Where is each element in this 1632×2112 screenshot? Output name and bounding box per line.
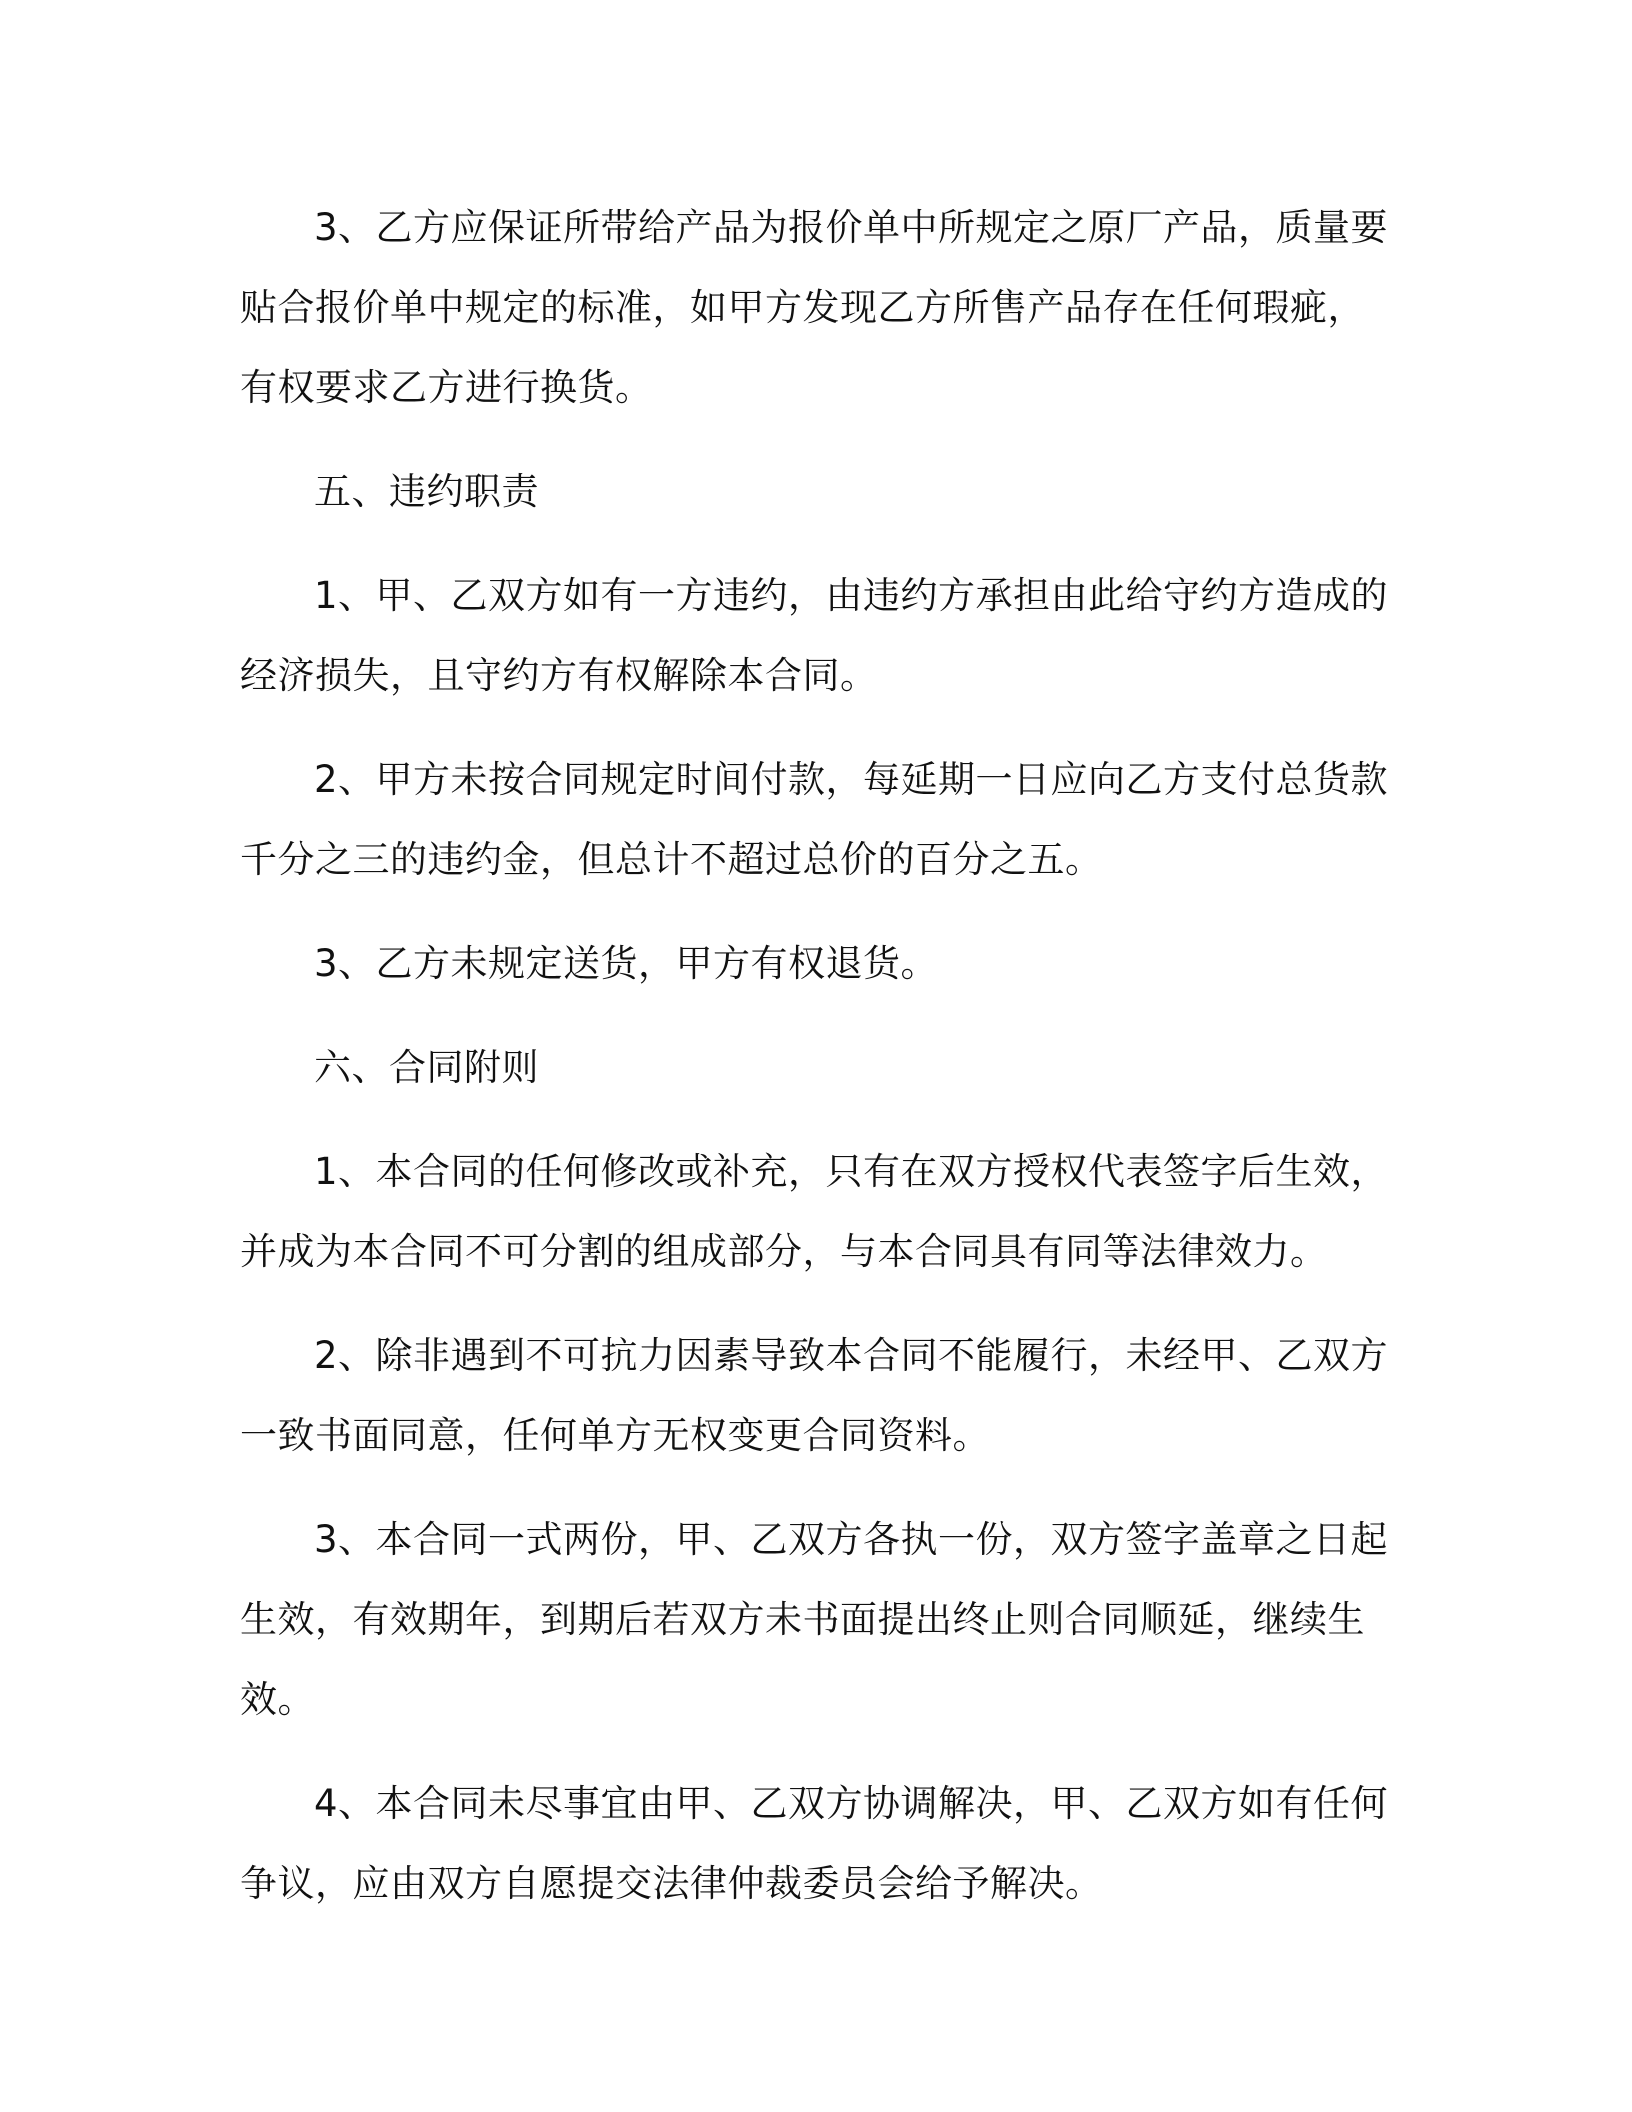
clause-6-1-amendments: 1、本合同的任何修改或补充，只有在双方授权代表签字后生效，并成为本合同不可分割的组成部分，与本合同具有同等法律效力。: [240, 1150, 1389, 1273]
clause-6-2-force-majeure: 2、除非遇到不可抗力因素导致本合同不能履行，未经甲、乙双方一致书面同意，任何单方无权变更合同资料。: [240, 1334, 1389, 1457]
clause-6-3-copies-validity: 3、本合同一式两份，甲、乙双方各执一份，双方签字盖章之日起生效，有效期年，到期后若双方未书面提出终止则合同顺延，继续生效。: [240, 1518, 1389, 1721]
clause-5-3-delivery: 3、乙方未规定送货，甲方有权退货。: [314, 942, 939, 985]
clause-5-2-late-payment: 2、甲方未按合同规定时间付款，每延期一日应向乙方支付总货款千分之三的违约金，但总计不超过总价的百分之五。: [240, 758, 1389, 881]
document-body: [240, 188, 1392, 1924]
section-heading-supplementary: 六、合同附则: [314, 1046, 539, 1089]
clause-5-1-breach-loss: 1、甲、乙双方如有一方违约，由违约方承担由此给守约方造成的经济损失，且守约方有权解除本合同。: [240, 574, 1389, 697]
clause-6-4-disputes: 4、本合同未尽事宜由甲、乙双方协调解决，甲、乙双方如有任何争议，应由双方自愿提交法律仲裁委员会给予解决。: [240, 1782, 1389, 1905]
clause-4-3-quality: 3、乙方应保证所带给产品为报价单中所规定之原厂产品，质量要贴合报价单中规定的标准，如甲方发现乙方所售产品存在任何瑕疵，有权要求乙方进行换货。: [240, 206, 1389, 409]
section-heading-breach: 五、违约职责: [314, 470, 539, 513]
